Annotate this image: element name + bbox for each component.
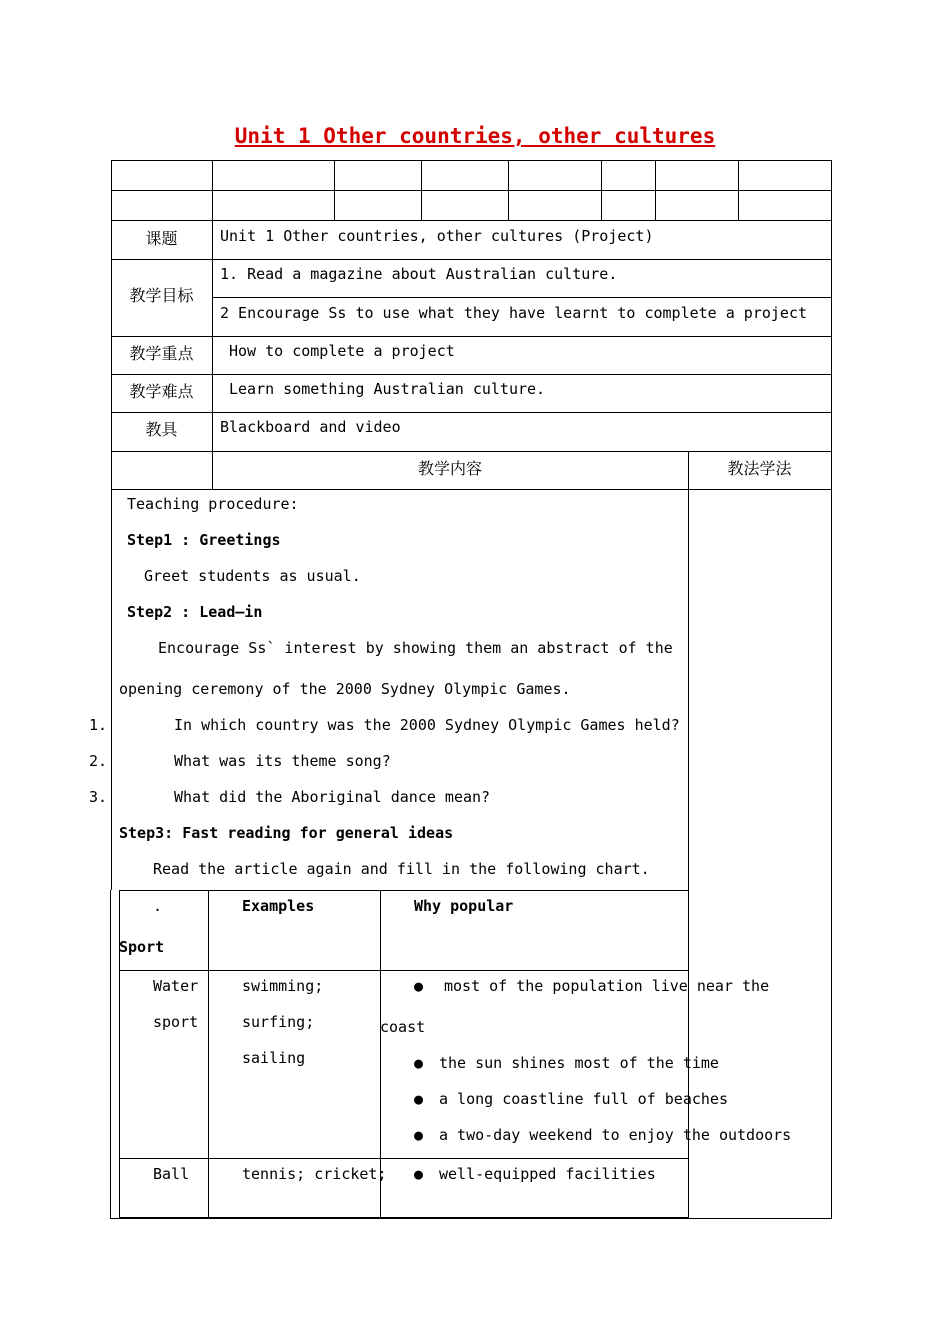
reason-text: coast bbox=[380, 1018, 426, 1036]
bullet-icon: ● bbox=[414, 1054, 424, 1072]
step1-text: Greet students as usual. bbox=[144, 567, 361, 585]
step3-text: Read the article again and fill in the following chart. bbox=[153, 860, 650, 878]
reason-text: well-equipped facilities bbox=[439, 1165, 656, 1183]
reason-text: a long coastline full of beaches bbox=[439, 1090, 728, 1108]
step2-heading: Step2 : Lead—in bbox=[127, 603, 263, 621]
procedure-heading: Teaching procedure: bbox=[127, 495, 299, 513]
reason-text: a two-day weekend to enjoy the outdoors bbox=[439, 1126, 792, 1144]
tools-label: 教具 bbox=[145, 420, 178, 439]
example-item: surfing; bbox=[242, 1013, 315, 1031]
key-label: 教学重点 bbox=[129, 344, 194, 363]
question-text: What did the Aboriginal dance mean? bbox=[174, 788, 491, 806]
tools-value: Blackboard and video bbox=[220, 418, 401, 436]
topic-value: Unit 1 Other countries, other cultures (Project) bbox=[220, 227, 654, 245]
step1-heading: Step1 : Greetings bbox=[127, 531, 281, 549]
goal-1: 1. Read a magazine about Australian culture. bbox=[220, 265, 618, 283]
question-text: What was its theme song? bbox=[174, 752, 391, 770]
step3-heading: Step3: Fast reading for general ideas bbox=[119, 824, 454, 842]
difficulty-value: Learn something Australian culture. bbox=[229, 380, 546, 398]
chart-header-examples: Examples bbox=[242, 897, 315, 915]
page-title: Unit 1 Other countries, other cultures bbox=[234, 124, 716, 148]
bullet-icon: ● bbox=[414, 977, 424, 995]
goal-2: 2 Encourage Ss to use what they have learnt to complete a project bbox=[220, 304, 807, 322]
step2-text-line2: opening ceremony of the 2000 Sydney Olympic Games. bbox=[119, 680, 571, 698]
method-header: 教法学法 bbox=[727, 459, 792, 478]
chart-header-dot: . bbox=[153, 897, 163, 915]
chart-header-why: Why popular bbox=[414, 897, 514, 915]
chart-header-sport: Sport bbox=[119, 938, 165, 956]
topic-label: 课题 bbox=[145, 229, 178, 248]
content-header: 教学内容 bbox=[417, 459, 482, 478]
example-item: sailing bbox=[242, 1049, 306, 1067]
question-number: 3. bbox=[89, 788, 108, 806]
sport-name: sport bbox=[153, 1013, 199, 1031]
difficulty-label: 教学难点 bbox=[129, 382, 194, 401]
goals-label: 教学目标 bbox=[129, 286, 194, 305]
key-value: How to complete a project bbox=[229, 342, 455, 360]
question-number: 1. bbox=[89, 716, 108, 734]
reason-text: most of the population live near the bbox=[444, 977, 770, 995]
question-number: 2. bbox=[89, 752, 108, 770]
bullet-icon: ● bbox=[414, 1165, 424, 1183]
sport-name: Ball bbox=[153, 1165, 190, 1183]
step2-text-line1: Encourage Ss` interest by showing them an abstract of the bbox=[158, 639, 673, 657]
question-text: In which country was the 2000 Sydney Olympic Games held? bbox=[174, 716, 680, 734]
bullet-icon: ● bbox=[414, 1090, 424, 1108]
reason-text: the sun shines most of the time bbox=[439, 1054, 719, 1072]
example-item: tennis; cricket; bbox=[242, 1165, 387, 1183]
bullet-icon: ● bbox=[414, 1126, 424, 1144]
sport-name: Water bbox=[153, 977, 199, 995]
example-item: swimming; bbox=[242, 977, 324, 995]
